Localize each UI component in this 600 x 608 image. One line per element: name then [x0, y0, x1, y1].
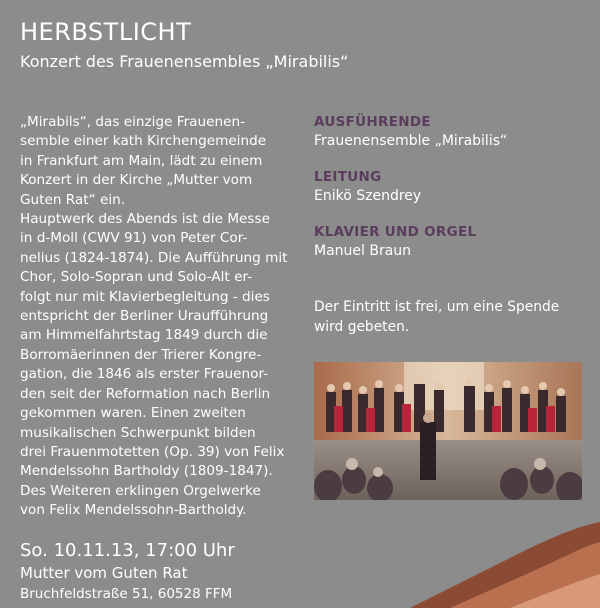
- event-title: HERBSTLICHT: [20, 18, 192, 46]
- admission-note: Der Eintritt ist frei, um eine Spende wird gebeten.: [314, 299, 560, 335]
- performer-block-keys: [314, 223, 584, 261]
- performer-heading: KLAVIER UND ORGEL: [314, 224, 477, 240]
- performer-block-conductor: [314, 168, 584, 206]
- performers-section: [314, 113, 584, 278]
- event-address: Bruchfeldstraße 51, 60528 FFM: [20, 586, 233, 602]
- event-subtitle: Konzert des Frauenensembles „Mirabilis“: [20, 52, 349, 71]
- performer-heading: LEITUNG: [314, 169, 382, 185]
- event-datetime: So. 10.11.13, 17:00 Uhr: [20, 540, 235, 561]
- choir-concert-photo: [314, 362, 582, 500]
- event-description: [20, 113, 302, 521]
- event-venue: Mutter vom Guten Rat: [20, 564, 188, 582]
- decorative-wave: [410, 518, 600, 608]
- description-paragraph-intro: „Mirabils“, das einzige Frauenen- semble einer kath Kirchengemeinde in Frankfurt am Main, lädt zu einem Konzert in der Kirche „Mutter vom Guten Rat“ ein.: [20, 114, 267, 208]
- performer-block-ensemble: [314, 113, 584, 151]
- description-paragraph-program: Hauptwerk des Abends ist die Messe in d-Moll (CWV 91) von Peter Cor- nelius (1824-1874). Die Aufführung mit Chor, Solo-Sopran und Solo-Alt er- folgt nur mit Klavierbegleitung - dies entspricht der Berliner Uraufführung am Himmelfahrtstag 1849 durch die Borromäerinnen der Trierer Kongre- gation, die 1846 als erster Frauenor- den seit der Reformation nach Berlin gekommen waren. Einen zweiten musikalischen Schwerpunkt bilden drei Frauenmotetten (Op. 39) von Felix Mendelssohn Bartholdy (1809-1847). Des Weiteren erklingen Orgelwerke von Felix Mendelssohn-Bartholdy.: [20, 211, 288, 519]
- performer-value: Enikö Szendrey: [314, 188, 422, 204]
- performer-value: Manuel Braun: [314, 243, 412, 259]
- choir-photo-illustration: [314, 362, 582, 500]
- performer-value: Frauenensemble „Mirabilis“: [314, 133, 508, 149]
- performer-heading: AUSFÜHRENDE: [314, 114, 431, 130]
